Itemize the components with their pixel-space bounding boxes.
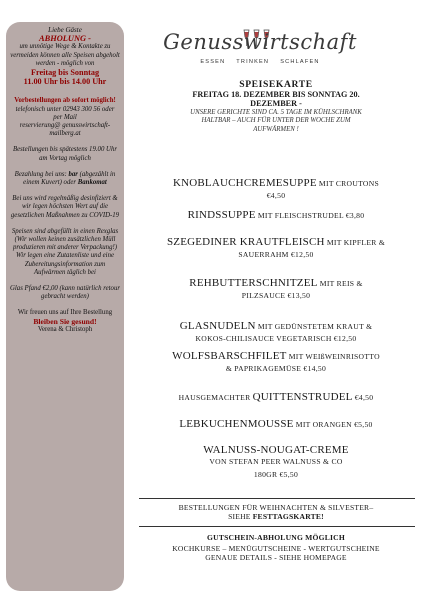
menu-item: KNOBLAUCHCREMESUPPE MIT CROUTONS €4,50 <box>172 177 380 201</box>
divider <box>139 526 415 527</box>
menu-item: WALNUSS-NOUGAT-CREME VON STEFAN PEER WALNUSS & CO 180GR €5,50 <box>203 444 349 479</box>
pickup-days: Freitag bis Sonntag <box>30 68 100 78</box>
menu-dates: FREITAG 18. DEZEMBER BIS SONNTAG 20. DEZEMBER - <box>192 90 360 109</box>
menu-title: SPEISEKARTE <box>239 79 313 90</box>
packaging-text: Speisen sind abgefüllt in einen Rexglas (Wir wollen keinen zusätzlichen Müll produzieren mit anderer Verpackung!) Wir legen eine Zutatenliste und eine Zubereitungsinformation zum Aufwärmen täglich bei <box>11 227 119 276</box>
greeting: Liebe Gäste <box>48 26 82 34</box>
divider <box>139 498 415 499</box>
stay-healthy: Bleiben Sie gesund! <box>33 316 97 326</box>
menu-item: REHBUTTERSCHNITZEL MIT REIS & PILZSAUCE €13,50 <box>189 277 363 301</box>
preorder-title: Vorbestellungen ab sofort möglich! <box>14 97 116 105</box>
voucher-info: GUTSCHEIN-ABHOLUNG MÖGLICH KOCHKURSE – MENÜGUTSCHEINE - WERTGUTSCHEINE GENAUE DETAILS - SIEHE HOMEPAGE <box>172 533 380 563</box>
preorder-mail-label: per Mail <box>53 113 77 121</box>
deposit-text: Glas Pfand €2,00 (kann natürlich retour gebracht werden) <box>10 285 121 301</box>
menu-item: SZEGEDINER KRAUTFLEISCH MIT KIPFLER & SAUERRAHM €12,50 <box>166 236 386 260</box>
info-sidebar <box>6 22 124 591</box>
shelf-life-note: UNSERE GERICHTE SIND CA. 5 TAGE IM KÜHLSCHRANK HALTBAR – AUCH FÜR UNTER DER WOCHE ZUM AUFWÄRMEN ! <box>190 109 362 133</box>
pickup-text: um unnötige Wege & Kontakte zu vermeiden können alle Speisen abgeholt werden - möglich von <box>10 43 120 67</box>
holiday-order-note: BESTELLUNGEN FÜR WEIHNACHTEN & SILVESTER– SIEHE FESTTAGSKARTE! <box>178 503 374 522</box>
menu-item: WOLFSBARSCHFILET MIT WEIßWEINRISOTTO & PAPRIKAGEMÜSE €14,50 <box>172 350 380 374</box>
menu-item: RINDSSUPPE MIT FLEISCHSTRUDEL €3,80 <box>187 209 365 221</box>
deadline-text: Bestellungen bis spätestens 19.00 Uhr am Vortag möglich <box>12 146 118 162</box>
pickup-hours: 11.00 Uhr bis 14.00 Uhr <box>23 77 107 87</box>
genusswirtschaft-logo <box>160 26 360 72</box>
payment-text: Bezahlung bei uns: bar (abgezählt in einem Kuvert) oder Bankomat <box>14 170 116 187</box>
menu-item: HAUSGEMACHTER QUITTENSTRUDEL €4,50 <box>178 391 374 403</box>
preorder-phone: telefonisch unter 02943 300 56 oder <box>15 105 115 113</box>
preorder-mail[interactable]: reservierung@ genusswirtschaft-mailberg.at <box>19 122 111 138</box>
menu-item: GLASNUDELN MIT GEDÜNSTETEM KRAUT & KOKOS-CHILISAUCE VEGETARISCH €12,50 <box>179 320 373 344</box>
signature: Verena & Christoph <box>37 325 93 333</box>
logo-wordmark: Genusswirtschaft <box>163 30 357 54</box>
logo-tagline: ESSEN TRINKEN SCHLAFEN <box>200 59 320 65</box>
pickup-heading: ABHOLUNG - <box>39 34 91 44</box>
farewell-text: Wir freuen uns auf Ihre Bestellung <box>17 309 113 317</box>
menu-item: LEBKUCHENMOUSSE MIT ORANGEN €5,50 <box>179 418 373 430</box>
hygiene-text: Bei uns wird regelmäßig desinfiziert & wir legen höchsten Wert auf die gesetzlichen Maßnahmen zu COVID-19 <box>10 195 120 219</box>
